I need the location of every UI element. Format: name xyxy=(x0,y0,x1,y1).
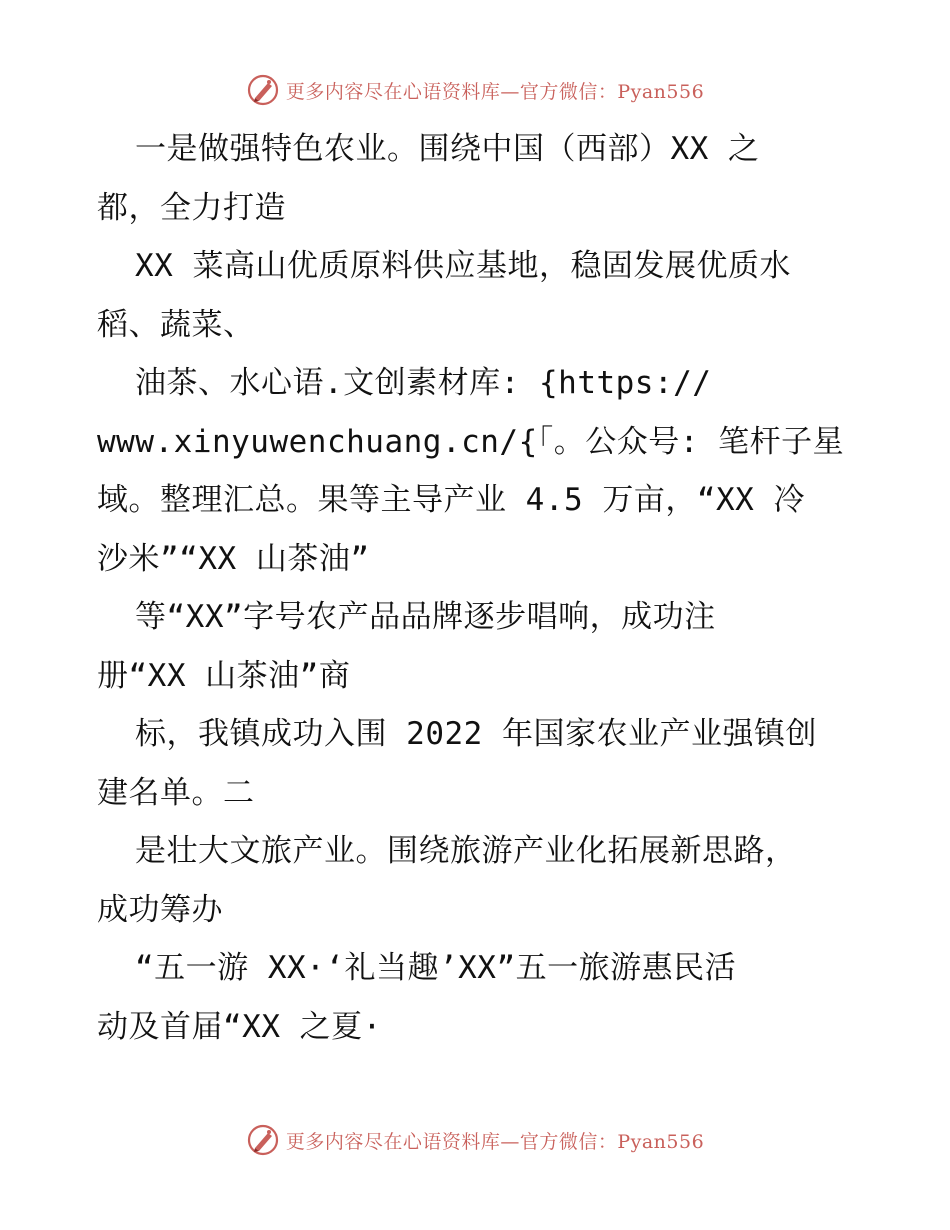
document-body xyxy=(97,120,857,1056)
text-line: 是壮大文旅产业。围绕旅游产业化拓展新思路， xyxy=(135,833,797,869)
pen-logo-icon xyxy=(246,73,280,107)
text-line: 标，我镇成功入围 2022 年国家农业产业强镇创 xyxy=(135,716,817,752)
footer-banner-text: 更多内容尽在心语资料库—官方微信：Pyan556 xyxy=(285,1130,705,1153)
text-line: 建名单。二 xyxy=(97,774,255,811)
text-line: www.xinyuwenchuang.cn/{「。公众号: 笔杆子星 xyxy=(97,423,845,460)
text-line: 都，全力打造 xyxy=(97,189,286,226)
text-line: 域。整理汇总。果等主导产业 4.5 万亩，“XX 冷 xyxy=(97,482,805,518)
text-line: 稻、蔬菜、 xyxy=(97,306,255,343)
text-line: “五一游 XX·‘礼当趣’XX”五一旅游惠民活 xyxy=(135,950,737,986)
text-line: 等“XX”字号农产品品牌逐步唱响，成功注 xyxy=(135,599,716,635)
text-line: 油茶、水心语.文创素材库: {https:// xyxy=(135,365,712,401)
text-line: 动及首届“XX 之夏· xyxy=(97,1008,382,1045)
text-line: 成功筹办 xyxy=(97,891,223,928)
text-line: 册“XX 山茶油”商 xyxy=(97,657,351,694)
header-banner-text: 更多内容尽在心语资料库—官方微信：Pyan556 xyxy=(285,80,705,103)
text-line: 沙米”“XX 山茶油” xyxy=(97,540,370,577)
page-header-banner xyxy=(0,70,950,110)
page-footer-banner xyxy=(0,1120,950,1160)
text-line: XX 菜高山优质原料供应基地，稳固发展优质水 xyxy=(135,248,791,284)
text-line: 一是做强特色农业。围绕中国（西部）XX 之 xyxy=(135,131,760,167)
pen-logo-icon xyxy=(246,1123,280,1157)
